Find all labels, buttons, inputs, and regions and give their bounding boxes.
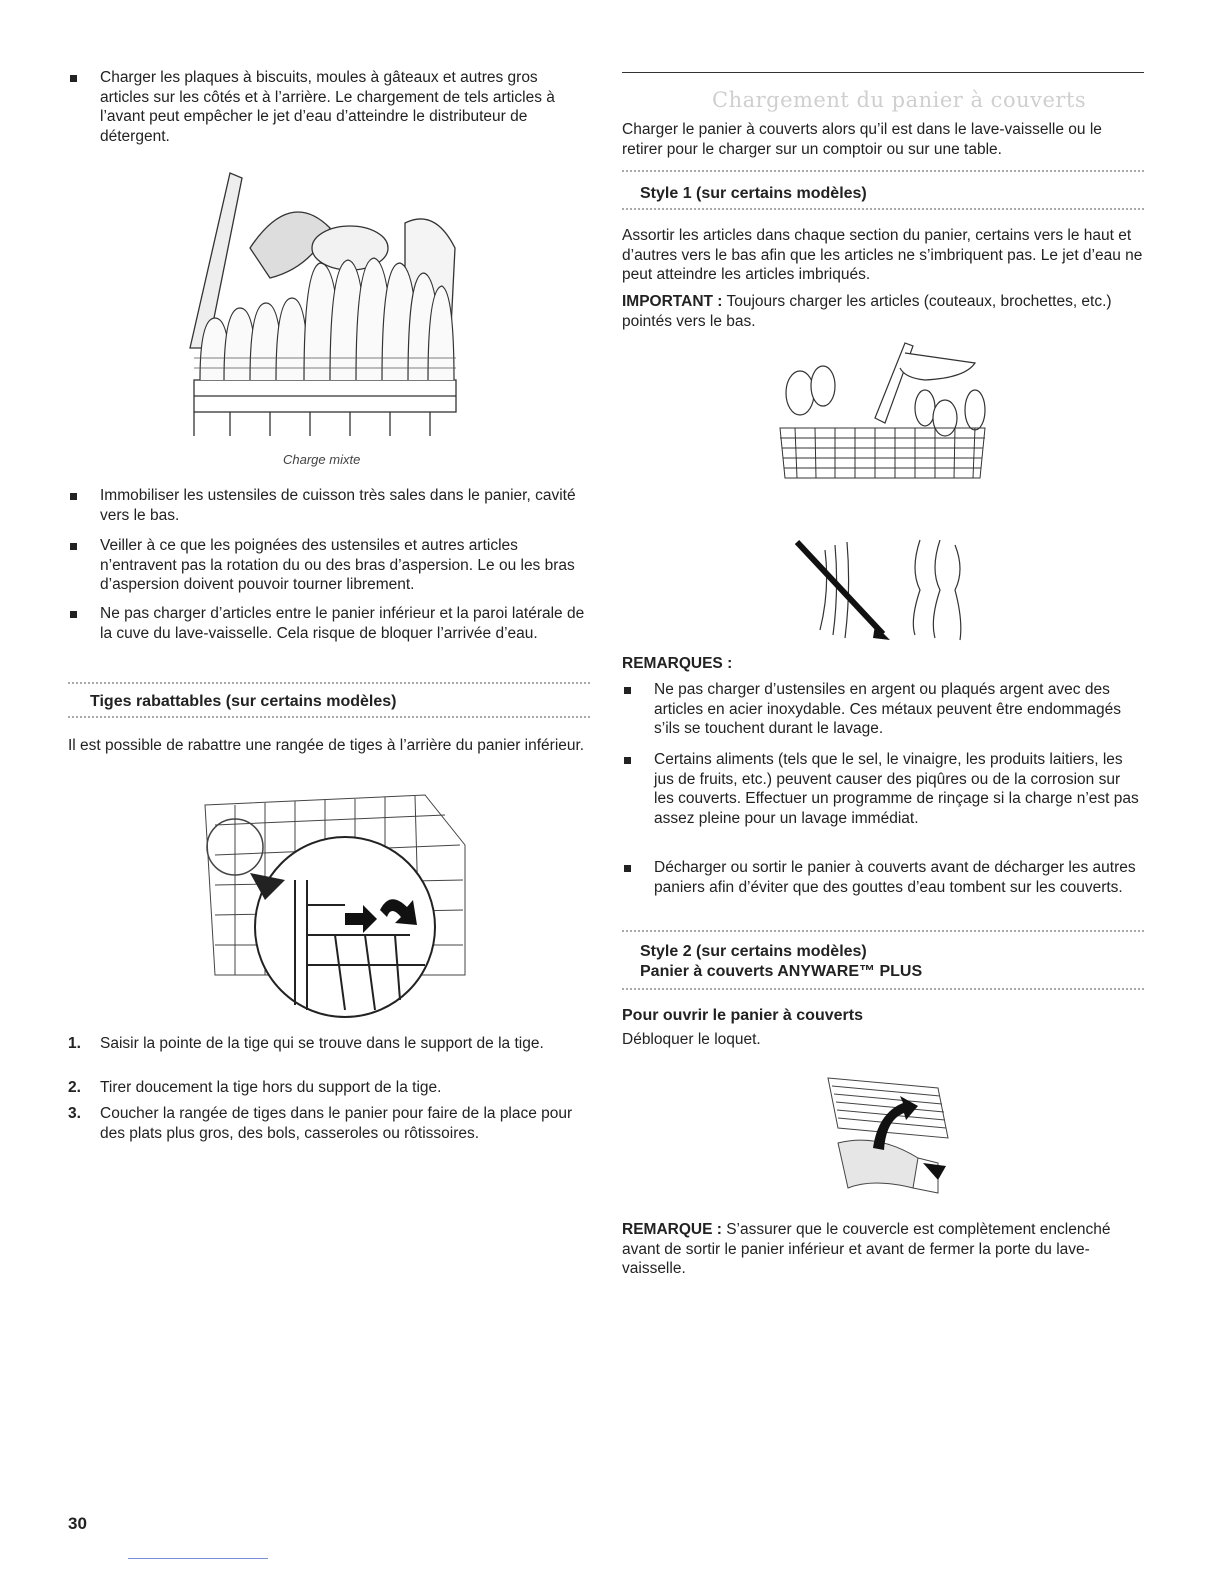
page-number: 30 (68, 1514, 87, 1533)
important-note (622, 292, 1144, 331)
paragraph: Il est possible de rabattre une rangée de tiges à l’arrière du panier inférieur. (68, 737, 585, 754)
step-item (68, 1034, 590, 1054)
bullet-text: Ne pas charger d’articles entre le panier inférieur et la paroi latérale de la cuve du lave-vaisselle. Cela risque de bloquer l’arrivée d’eau. (100, 605, 585, 642)
section-rule (622, 72, 1144, 73)
bullet-large-items (68, 68, 590, 146)
bullet-text: Veiller à ce que les poignées des ustensiles et autres articles n’entravent pas la rotation du ou des bras d’aspersion. Le ou les bras d’aspersion doivent pouvoir tourner librement. (100, 537, 575, 593)
divider (68, 716, 590, 721)
paragraph: Assortir les articles dans chaque section du panier, certains vers le haut et d’autres vers le bas afin que les articles ne s’imbriquent pas. Le jet d’eau ne peut atteindre les articles imbriqués. (622, 227, 1143, 283)
paragraph: Charger le panier à couverts alors qu’il est dans le lave-vaisselle ou le retirer pour le charger sur un comptoir ou sur une table. (622, 121, 1102, 158)
remarque-note (622, 1220, 1144, 1279)
step-number: 3. (68, 1105, 81, 1122)
silverware-basket-illustration (775, 338, 990, 488)
paragraph: Débloquer le loquet. (622, 1031, 761, 1048)
style1-heading: Style 1 (sur certains modèles) (640, 185, 867, 202)
style2-heading-1: Style 2 (sur certains modèles) (640, 943, 867, 960)
step-item (68, 1104, 590, 1143)
divider (622, 170, 1144, 175)
remarques-label: REMARQUES : (622, 655, 733, 672)
utensil-orientation-illustration (795, 530, 980, 645)
folding-tines-illustration (195, 785, 485, 1020)
bullet-item (68, 604, 590, 643)
step-text: Tirer doucement la tige hors du support de la tige. (100, 1079, 442, 1096)
latch-illustration (818, 1068, 953, 1203)
divider (622, 208, 1144, 213)
remark-text: Ne pas charger d’ustensiles en argent ou plaqués argent avec des articles en acier inoxydable. Ces métaux peuvent être endommagés s’ils se touchent durant le lavage. (654, 681, 1121, 737)
step-number: 1. (68, 1035, 81, 1052)
footer-rule (128, 1558, 268, 1559)
figure-caption: Charge mixte (283, 452, 361, 467)
remarque-text: S’assurer que le couvercle est complètement enclenché avant de sortir le panier inférieur et avant de fermer la porte du lave-vaisselle. (622, 1221, 1111, 1277)
important-text: Toujours charger les articles (couteaux, brochettes, etc.) pointés vers le bas. (622, 293, 1112, 330)
bullet-text: Charger les plaques à biscuits, moules à gâteaux et autres gros articles sur les côtés et à l’arrière. Le chargement de tels articles à l’avant peut empêcher le jet d’eau d’atteindre le distributeur de détergent. (100, 69, 555, 145)
step-text: Saisir la pointe de la tige qui se trouve dans le support de la tige. (100, 1035, 544, 1052)
remark-text: Décharger ou sortir le panier à couverts avant de décharger les autres paniers afin d’éviter que des gouttes d’eau tombent sur les couverts. (654, 859, 1136, 896)
open-basket-heading: Pour ouvrir le panier à couverts (622, 1007, 863, 1024)
remark-text: Certains aliments (tels que le sel, le vinaigre, les produits laitiers, les jus de fruits, etc.) peuvent causer des piqûres ou de la corrosion sur les couverts. Effectuer un programme de rinçage si la charge n’est pas assez pleine pour un lavage immédiat. (654, 751, 1139, 827)
remark-item (622, 750, 1144, 828)
important-label: IMPORTANT : (622, 293, 723, 310)
remark-item (622, 858, 1144, 897)
remarque-label: REMARQUE : (622, 1221, 722, 1238)
section-title: Chargement du panier à couverts (712, 88, 1087, 112)
divider (622, 988, 1144, 993)
step-item (68, 1078, 590, 1098)
bullet-item (68, 536, 590, 595)
remark-item (622, 680, 1144, 739)
section-heading: Tiges rabattables (sur certains modèles) (90, 693, 397, 710)
divider (68, 682, 590, 687)
divider (622, 930, 1144, 935)
bullet-text: Immobiliser les ustensiles de cuisson très sales dans le panier, cavité vers le bas. (100, 487, 576, 524)
style2-heading-2: Panier à couverts ANYWARE™ PLUS (640, 963, 923, 980)
mixed-load-illustration (180, 168, 470, 443)
step-text: Coucher la rangée de tiges dans le panier pour faire de la place pour des plats plus gros, des bols, casseroles ou rôtissoires. (100, 1105, 573, 1142)
bullet-item (68, 486, 590, 525)
step-number: 2. (68, 1079, 81, 1096)
